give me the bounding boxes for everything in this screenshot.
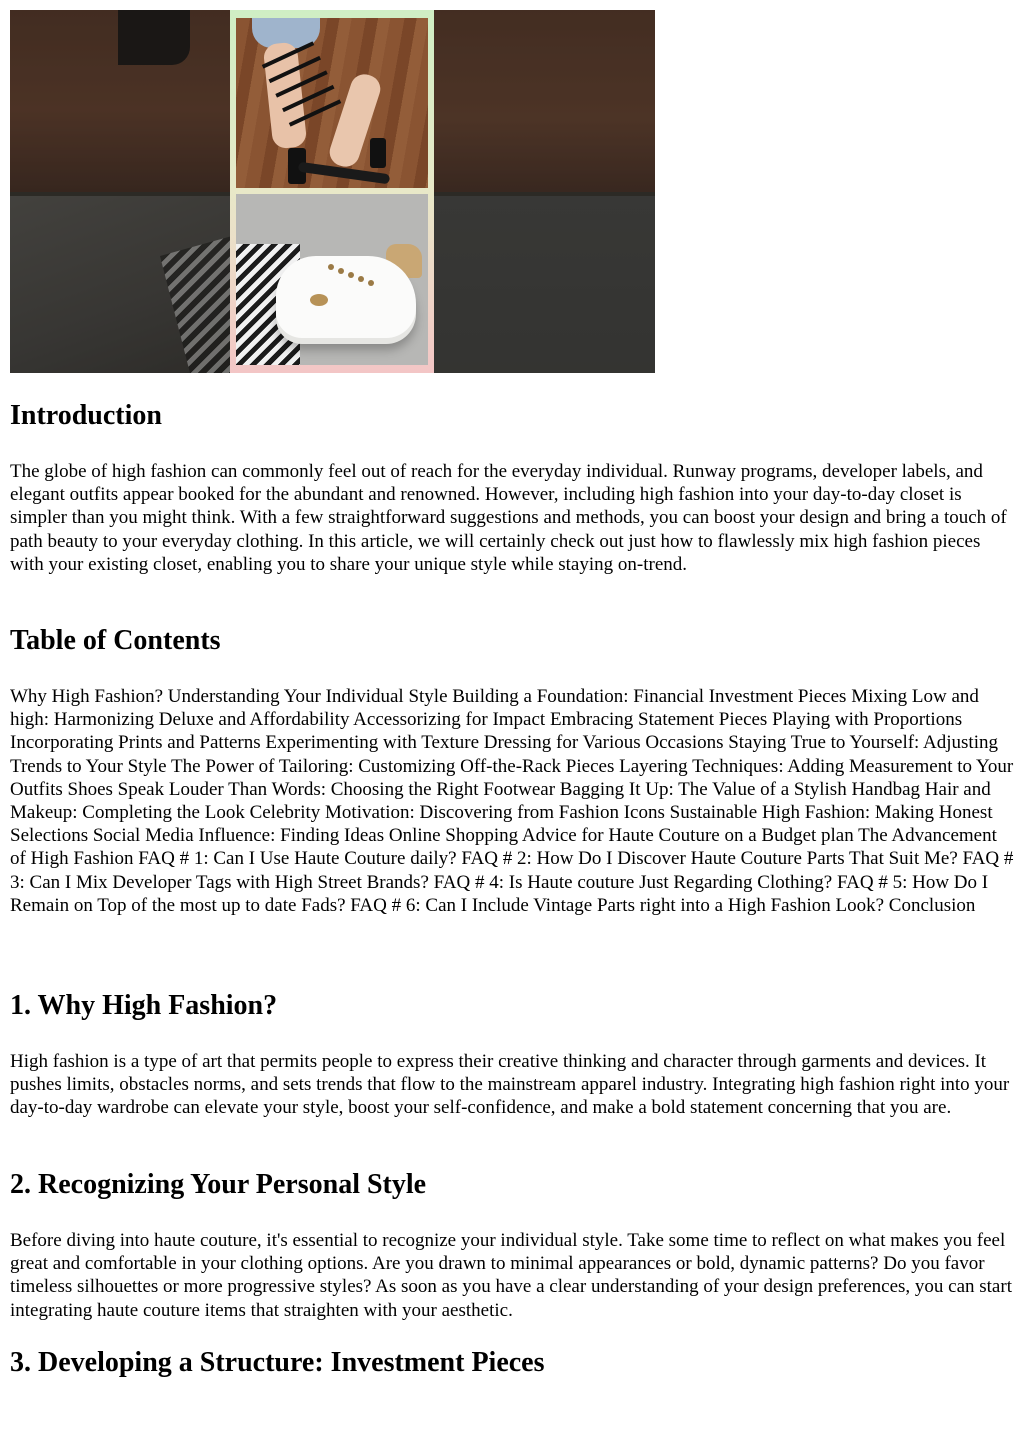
introduction-paragraph: The globe of high fashion can commonly feel out of reach for the everyday individual. Runway programs, developer labels, and elegant outfits appear booked for the abundant and renowned. However, including high fashion into your day-to-day closet is simpler than you might think. With a few straightforward suggestions and methods, you can boost your design and bring a touch of path beauty to your everyday clothing. In this article, we will certainly check out just how to flawlessly mix high fashion pieces with your existing closet, enabling you to share your unique style while staying on-trend. xyxy=(10,461,1007,575)
table-of-contents-paragraph: Why High Fashion? Understanding Your Individual Style Building a Foundation: Financial Investment Pieces Mixing Low and high: Harmonizing Deluxe and Affordability Accessorizing for Impact Embracing Statement Pieces Playing with Proportions Incorporating Prints and Patterns Experimenting with Texture Dressing for Various Occasions Staying True to Yourself: Adjusting Trends to Your Style The Power of Tailoring: Customizing Off-the-Rack Pieces Layering Techniques: Adding Measurement to Your Outfits Shoes Speak Louder Than Words: Choosing the Right Footwear Bagging It Up: The Value of a Stylish Handbag Hair and Makeup: Completing the Look Celebrity Motivation: Discovering from Fashion Icons Sustainable High Fashion: Making Honest Selections Social Media Influence: Finding Ideas Online Shopping Advice for Haute Couture on a Budget plan The Advancement of High Fashion FAQ # 1: Can I Use Haute Couture daily? FAQ # 2: How Do I Discover Haute Couture Parts That Suit Me? FAQ # 3: Can I Mix Developer Tags with High Street Brands? FAQ # 4: Is Haute couture Just Regarding Clothing? FAQ # 5: How Do I Remain on Top of the most up to date Fads? FAQ # 6: Can I Include Vintage Parts right into a High Fashion Look? Conclusion xyxy=(10,686,1014,916)
sneaker-eyelets xyxy=(328,264,334,270)
why-high-fashion-paragraph: High fashion is a type of art that permits people to express their creative thinking and character through garments and devices. It pushes limits, obstacles norms, and sets trends that flow to the mainstream apparel industry. Integrating high fashion right into your day-to-day wardrobe can elevate your style, boost your self-confidence, and make a bold statement concerning that you are. xyxy=(10,1051,1010,1119)
personal-style-heading: 2. Recognizing Your Personal Style xyxy=(10,1169,427,1200)
investment-pieces-heading: 3. Developing a Structure: Investment Pieces xyxy=(10,1347,545,1378)
sneaker-shape xyxy=(276,256,416,338)
table-of-contents-heading: Table of Contents xyxy=(10,625,221,656)
sandal-heel-2 xyxy=(370,138,386,168)
personal-style-paragraph: Before diving into haute couture, it's essential to recognize your individual style. Take some time to reflect on what makes you feel great and comfortable in your clothing options. Are you drawn to minimal appearances or bold, dynamic patterns? Do you favor timeless silhouettes or more progressive styles? As soon as you have a clear understanding of your design preferences, you can start integrating haute couture items that straighten with your aesthetic. xyxy=(10,1230,1012,1321)
introduction-heading: Introduction xyxy=(10,400,162,431)
white-sneaker-photo xyxy=(236,194,428,365)
article-page xyxy=(10,10,1015,1378)
hero-image xyxy=(10,10,655,373)
why-high-fashion-heading: 1. Why High Fashion? xyxy=(10,990,278,1021)
bee-emblem-icon xyxy=(310,294,328,306)
strappy-sandal-photo xyxy=(236,18,428,188)
